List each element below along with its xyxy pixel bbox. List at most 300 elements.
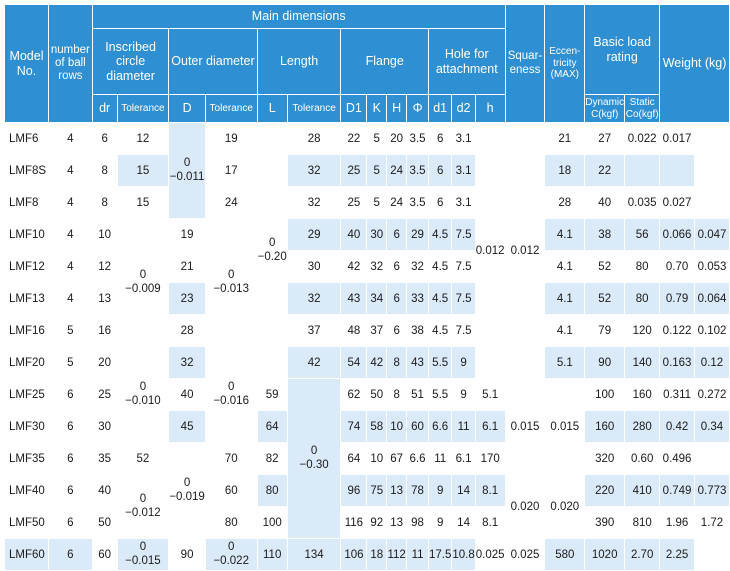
Co-cell: 410 bbox=[625, 475, 660, 507]
w2-cell: 0.102 bbox=[695, 315, 730, 347]
d2-cell: 7.5 bbox=[452, 251, 475, 283]
tolerance-upper: 0 bbox=[139, 492, 147, 505]
Co-cell: 27 bbox=[585, 123, 625, 155]
squareness-cell: 0.020 bbox=[505, 475, 545, 539]
table-row bbox=[5, 475, 730, 507]
w2-cell: 0.34 bbox=[695, 411, 730, 443]
L-cell: 29 bbox=[287, 219, 341, 251]
eccentricity-cell: 0.012 bbox=[505, 123, 545, 379]
w1-cell: 0.066 bbox=[660, 219, 695, 251]
d2-cell: 17.5 bbox=[428, 539, 451, 571]
D1-cell: 28 bbox=[287, 123, 341, 155]
D-tol-cell bbox=[169, 443, 206, 539]
C-cell: 90 bbox=[585, 347, 625, 379]
d2-cell: 6 bbox=[428, 155, 451, 187]
dr-cell: 35 bbox=[92, 443, 117, 475]
w2-cell: 1.72 bbox=[695, 507, 730, 539]
dr-cell: 25 bbox=[92, 379, 117, 411]
h-cell: 3.1 bbox=[452, 155, 475, 187]
rows-cell: 6 bbox=[48, 539, 92, 571]
phi-cell: 43 bbox=[407, 347, 429, 379]
table-row bbox=[5, 411, 730, 443]
w2-cell: 0.017 bbox=[660, 123, 695, 155]
d2-cell: 9 bbox=[452, 379, 475, 411]
K-cell: 64 bbox=[341, 443, 367, 475]
h-cell: 6.1 bbox=[452, 443, 475, 475]
rows-cell: 4 bbox=[48, 219, 92, 251]
table-row bbox=[5, 187, 730, 219]
main-dimensions-header: Main dimensions bbox=[92, 5, 505, 29]
D1-cell: 48 bbox=[341, 315, 367, 347]
D-tol-cell bbox=[205, 539, 257, 571]
eccentricity-header: Eccen-tricity (MAX) bbox=[545, 5, 585, 123]
Co-cell: 80 bbox=[625, 283, 660, 315]
K-cell: 25 bbox=[341, 155, 367, 187]
table-row bbox=[5, 123, 730, 155]
dynamic-header: Dynamic C(kgf) bbox=[585, 95, 625, 123]
D-cell: 28 bbox=[169, 315, 206, 347]
C-cell: 390 bbox=[585, 507, 625, 539]
d2-cell: 6 bbox=[428, 123, 451, 155]
rows-cell: 6 bbox=[48, 443, 92, 475]
w1-cell: 0.311 bbox=[660, 379, 695, 411]
L-tol-cell bbox=[287, 379, 341, 539]
w2-cell: 0.064 bbox=[695, 283, 730, 315]
tolerance-upper: 0 bbox=[139, 268, 147, 281]
w2-cell: 0.12 bbox=[695, 347, 730, 379]
w1-cell bbox=[625, 155, 660, 187]
h-cell: 5.1 bbox=[475, 379, 505, 411]
D-cell: 60 bbox=[205, 475, 257, 507]
dr-cell: 6 bbox=[92, 123, 117, 155]
C-cell: 220 bbox=[585, 475, 625, 507]
w1-cell: 0.60 bbox=[625, 443, 660, 475]
D-cell: 45 bbox=[169, 411, 206, 443]
table-row bbox=[5, 219, 730, 251]
D1-cell: 43 bbox=[341, 283, 367, 315]
phi-cell: 20 bbox=[387, 123, 407, 155]
tolerance-upper: 0 bbox=[228, 268, 235, 281]
tolerance-lower: −0.022 bbox=[213, 554, 249, 567]
h-cell: 5.1 bbox=[545, 347, 585, 379]
dr-cell: 20 bbox=[92, 347, 117, 379]
w2-cell: 0.027 bbox=[660, 187, 695, 219]
phi-cell: 32 bbox=[407, 251, 429, 283]
d2-cell: 11 bbox=[428, 443, 451, 475]
d1-cell: 6.6 bbox=[407, 443, 429, 475]
K-header: K bbox=[367, 95, 387, 123]
phi-cell: 38 bbox=[407, 315, 429, 347]
model-cell: LMF6 bbox=[5, 123, 49, 155]
d1-cell: 4.5 bbox=[428, 219, 451, 251]
w1-cell: 0.035 bbox=[625, 187, 660, 219]
phi-cell: 33 bbox=[407, 283, 429, 315]
d1-cell: 3.5 bbox=[407, 123, 429, 155]
rows-cell: 6 bbox=[48, 507, 92, 539]
L-header: L bbox=[257, 95, 287, 123]
d2-cell: 7.5 bbox=[452, 219, 475, 251]
L-cell: 37 bbox=[287, 315, 341, 347]
dr-tol-cell bbox=[117, 219, 169, 347]
C-cell: 79 bbox=[585, 315, 625, 347]
tolerance-upper: 0 bbox=[183, 156, 191, 169]
H-cell: 6 bbox=[387, 283, 407, 315]
C-cell: 170 bbox=[475, 443, 505, 475]
D1-cell: 32 bbox=[287, 155, 341, 187]
w1-cell: 0.79 bbox=[660, 283, 695, 315]
h-cell: 4.1 bbox=[545, 283, 585, 315]
dr-tol-cell bbox=[117, 347, 169, 443]
D1-cell: 32 bbox=[287, 187, 341, 219]
tolerance-lower: −0.015 bbox=[125, 554, 161, 567]
rows-cell: 5 bbox=[48, 347, 92, 379]
K-cell: 58 bbox=[367, 411, 387, 443]
D-cell: 19 bbox=[169, 219, 206, 251]
d2-cell: 11 bbox=[452, 411, 475, 443]
table-row bbox=[5, 507, 730, 539]
w1-cell: 1.96 bbox=[660, 507, 695, 539]
D1-cell: 96 bbox=[341, 475, 367, 507]
D-tol-cell bbox=[205, 219, 257, 347]
d1-cell: 5.5 bbox=[428, 379, 451, 411]
rows-cell: 5 bbox=[48, 315, 92, 347]
h-cell: 4.1 bbox=[545, 315, 585, 347]
model-cell: LMF8S bbox=[5, 155, 49, 187]
w2-cell: 0.496 bbox=[660, 443, 695, 475]
D1-cell: 116 bbox=[341, 507, 367, 539]
d1-cell: 9 bbox=[428, 475, 451, 507]
dr-cell: 12 bbox=[92, 251, 117, 283]
D-cell: 15 bbox=[117, 155, 169, 187]
H-cell: 5 bbox=[367, 155, 387, 187]
h-cell: 8.1 bbox=[475, 507, 505, 539]
squareness-cell: 0.012 bbox=[475, 123, 505, 379]
tolerance-lower: −0.012 bbox=[125, 506, 161, 519]
H-cell: 8 bbox=[387, 347, 407, 379]
C-cell: 18 bbox=[545, 155, 585, 187]
tolerance-upper: 0 bbox=[310, 444, 318, 457]
w2-cell: 0.773 bbox=[695, 475, 730, 507]
tolerance-lower: −0.009 bbox=[125, 282, 161, 295]
table-row bbox=[5, 315, 730, 347]
C-cell: 160 bbox=[585, 411, 625, 443]
phi-header: Φ bbox=[407, 95, 429, 123]
rows-cell: 6 bbox=[48, 411, 92, 443]
length-header: Length bbox=[257, 29, 341, 95]
phi-cell: 98 bbox=[407, 507, 429, 539]
K-cell: 106 bbox=[341, 539, 367, 571]
w2-cell: 2.25 bbox=[660, 539, 695, 571]
w2-cell: 0.053 bbox=[695, 251, 730, 283]
h-header: h bbox=[475, 95, 505, 123]
model-cell: LMF30 bbox=[5, 411, 49, 443]
d1-cell: 3.5 bbox=[407, 187, 429, 219]
dr-cell: 40 bbox=[92, 475, 117, 507]
table-row bbox=[5, 443, 730, 475]
L-tolerance-header: Tolerance bbox=[287, 95, 341, 123]
specification-table bbox=[4, 4, 730, 571]
d1-cell: 11 bbox=[407, 539, 429, 571]
phi-cell: 24 bbox=[387, 187, 407, 219]
model-cell: LMF50 bbox=[5, 507, 49, 539]
w1-cell: 0.749 bbox=[660, 475, 695, 507]
phi-cell: 51 bbox=[407, 379, 429, 411]
L-cell: 80 bbox=[257, 475, 287, 507]
dr-tolerance-header: Tolerance bbox=[117, 95, 169, 123]
d1-cell: 9 bbox=[428, 507, 451, 539]
D1-header: D1 bbox=[341, 95, 367, 123]
L-cell: 110 bbox=[257, 539, 287, 571]
squareness-header: Squar-eness bbox=[505, 5, 545, 123]
H-cell: 13 bbox=[387, 507, 407, 539]
H-cell: 5 bbox=[367, 123, 387, 155]
D-tol-cell bbox=[205, 347, 257, 443]
d1-cell: 4.5 bbox=[428, 283, 451, 315]
C-cell: 38 bbox=[585, 219, 625, 251]
table-row bbox=[5, 251, 730, 283]
model-cell: LMF10 bbox=[5, 219, 49, 251]
model-header: Model No. bbox=[5, 5, 49, 123]
K-cell: 50 bbox=[367, 379, 387, 411]
eccentricity-cell: 0.025 bbox=[505, 539, 545, 571]
L-cell: 19 bbox=[205, 123, 257, 155]
H-cell: 8 bbox=[387, 379, 407, 411]
phi-cell: 112 bbox=[387, 539, 407, 571]
L-cell: 42 bbox=[287, 347, 341, 379]
model-cell: LMF13 bbox=[5, 283, 49, 315]
H-cell: 18 bbox=[367, 539, 387, 571]
tolerance-lower: −0.30 bbox=[299, 458, 329, 471]
D-cell: 23 bbox=[169, 283, 206, 315]
C-cell: 28 bbox=[545, 187, 585, 219]
eccentricity-cell: 0.020 bbox=[545, 475, 585, 539]
dr-tol-cell bbox=[117, 475, 169, 539]
h-cell: 4.1 bbox=[545, 251, 585, 283]
dr-cell: 8 bbox=[92, 187, 117, 219]
tolerance-lower: −0.013 bbox=[213, 282, 249, 295]
D1-cell: 74 bbox=[341, 411, 367, 443]
d1-cell: 6.6 bbox=[428, 411, 451, 443]
w2-cell: 0.047 bbox=[695, 219, 730, 251]
Co-cell: 40 bbox=[585, 187, 625, 219]
model-cell: LMF35 bbox=[5, 443, 49, 475]
d2-cell: 7.5 bbox=[452, 315, 475, 347]
K-cell: 92 bbox=[367, 507, 387, 539]
phi-cell: 67 bbox=[387, 443, 407, 475]
tolerance-upper: 0 bbox=[268, 236, 276, 249]
table-row bbox=[5, 155, 730, 187]
Co-cell: 810 bbox=[625, 507, 660, 539]
phi-cell: 78 bbox=[407, 475, 429, 507]
L-cell: 17 bbox=[205, 155, 257, 187]
rows-cell: 4 bbox=[48, 251, 92, 283]
D-cell: 52 bbox=[117, 443, 169, 475]
D1-cell: 82 bbox=[257, 443, 287, 475]
tolerance-upper: 0 bbox=[183, 476, 191, 489]
d1-header: d1 bbox=[428, 95, 451, 123]
tolerance-lower: −0.011 bbox=[169, 170, 205, 183]
w2-cell: 0.272 bbox=[695, 379, 730, 411]
d2-cell: 6 bbox=[428, 187, 451, 219]
L-tol-cell bbox=[257, 123, 287, 379]
D1-cell: 40 bbox=[341, 219, 367, 251]
rows-cell: 4 bbox=[48, 283, 92, 315]
table-row bbox=[5, 347, 730, 379]
dr-cell: 50 bbox=[92, 507, 117, 539]
table-row bbox=[5, 379, 730, 411]
w1-cell: 0.42 bbox=[660, 411, 695, 443]
model-cell: LMF40 bbox=[5, 475, 49, 507]
D-header: D bbox=[169, 95, 206, 123]
d1-cell: 4.5 bbox=[428, 251, 451, 283]
D-cell: 12 bbox=[117, 123, 169, 155]
Co-cell: 160 bbox=[625, 379, 660, 411]
H-header: H bbox=[387, 95, 407, 123]
L-cell: 64 bbox=[257, 411, 287, 443]
d2-cell: 9 bbox=[452, 347, 475, 379]
d2-cell: 7.5 bbox=[452, 283, 475, 315]
phi-cell: 60 bbox=[407, 411, 429, 443]
w1-cell: 2.70 bbox=[625, 539, 660, 571]
H-cell: 13 bbox=[387, 475, 407, 507]
w2-cell bbox=[660, 155, 695, 187]
H-cell: 10 bbox=[367, 443, 387, 475]
Co-cell: 80 bbox=[625, 251, 660, 283]
h-cell: 6.1 bbox=[475, 411, 505, 443]
D-cell: 80 bbox=[205, 507, 257, 539]
d2-cell: 14 bbox=[452, 507, 475, 539]
C-cell: 100 bbox=[585, 379, 625, 411]
D1-cell: 54 bbox=[341, 347, 367, 379]
h-cell: 4.1 bbox=[545, 219, 585, 251]
Co-cell: 1020 bbox=[585, 539, 625, 571]
L-cell: 32 bbox=[287, 283, 341, 315]
w1-cell: 0.022 bbox=[625, 123, 660, 155]
tolerance-lower: −0.019 bbox=[169, 490, 205, 503]
K-cell: 30 bbox=[367, 219, 387, 251]
model-cell: LMF8 bbox=[5, 187, 49, 219]
rows-cell: 6 bbox=[48, 475, 92, 507]
h-cell: 8.1 bbox=[475, 475, 505, 507]
C-cell: 52 bbox=[585, 251, 625, 283]
dr-cell: 8 bbox=[92, 155, 117, 187]
tolerance-upper: 0 bbox=[139, 380, 147, 393]
dr-cell: 13 bbox=[92, 283, 117, 315]
w1-cell: 0.163 bbox=[660, 347, 695, 379]
K-cell: 75 bbox=[367, 475, 387, 507]
d1-cell: 5.5 bbox=[428, 347, 451, 379]
K-cell: 32 bbox=[367, 251, 387, 283]
tolerance-upper: 0 bbox=[139, 540, 147, 553]
D1-cell: 134 bbox=[287, 539, 341, 571]
C-cell: 580 bbox=[545, 539, 585, 571]
Co-cell: 22 bbox=[585, 155, 625, 187]
Co-cell: 120 bbox=[625, 315, 660, 347]
rows-cell: 4 bbox=[48, 187, 92, 219]
w1-cell: 0.122 bbox=[660, 315, 695, 347]
inscribed-header: Inscribed circle diameter bbox=[92, 29, 169, 95]
D-cell: 32 bbox=[169, 347, 206, 379]
L-cell: 100 bbox=[257, 507, 287, 539]
dr-cell: 60 bbox=[92, 539, 117, 571]
K-cell: 42 bbox=[367, 347, 387, 379]
Co-cell: 56 bbox=[625, 219, 660, 251]
h-cell: 3.1 bbox=[452, 123, 475, 155]
d2-cell: 14 bbox=[452, 475, 475, 507]
H-cell: 5 bbox=[367, 187, 387, 219]
tolerance-upper: 0 bbox=[228, 540, 235, 553]
dr-header: dr bbox=[92, 95, 117, 123]
D1-cell: 42 bbox=[341, 251, 367, 283]
tolerance-lower: −0.20 bbox=[257, 250, 287, 263]
outer-header: Outer diameter bbox=[169, 29, 257, 95]
d1-cell: 4.5 bbox=[428, 315, 451, 347]
D-cell: 15 bbox=[117, 187, 169, 219]
dr-cell: 16 bbox=[92, 315, 117, 347]
model-cell: LMF60 bbox=[5, 539, 49, 571]
D-tolerance-header: Tolerance bbox=[205, 95, 257, 123]
hole-header: Hole for attachment bbox=[428, 29, 505, 95]
static-header: Static Co(kgf) bbox=[625, 95, 660, 123]
d1-cell: 3.5 bbox=[407, 155, 429, 187]
K-cell: 37 bbox=[367, 315, 387, 347]
phi-cell: 24 bbox=[387, 155, 407, 187]
dr-cell: 10 bbox=[92, 219, 117, 251]
squareness-cell: 0.025 bbox=[475, 539, 505, 571]
rows-cell: 6 bbox=[48, 379, 92, 411]
w1-cell: 0.70 bbox=[660, 251, 695, 283]
eccentricity-cell: 0.015 bbox=[545, 379, 585, 475]
h-cell: 10.8 bbox=[452, 539, 475, 571]
H-cell: 6 bbox=[387, 315, 407, 347]
rows-cell: 4 bbox=[48, 155, 92, 187]
L-cell: 59 bbox=[257, 379, 287, 411]
Co-cell: 140 bbox=[625, 347, 660, 379]
L-cell: 24 bbox=[205, 187, 257, 219]
dr-cell: 30 bbox=[92, 411, 117, 443]
model-cell: LMF12 bbox=[5, 251, 49, 283]
K-cell: 22 bbox=[341, 123, 367, 155]
Co-cell: 320 bbox=[585, 443, 625, 475]
D-cell: 21 bbox=[169, 251, 206, 283]
tolerance-lower: −0.016 bbox=[213, 394, 249, 407]
ball-rows-header: number of ball rows bbox=[48, 5, 92, 123]
rows-cell: 4 bbox=[48, 123, 92, 155]
H-cell: 6 bbox=[387, 219, 407, 251]
model-cell: LMF25 bbox=[5, 379, 49, 411]
C-cell: 21 bbox=[545, 123, 585, 155]
table-row bbox=[5, 539, 730, 571]
K-cell: 25 bbox=[341, 187, 367, 219]
squareness-cell: 0.015 bbox=[505, 379, 545, 475]
D1-cell: 62 bbox=[341, 379, 367, 411]
D-tol-cell bbox=[169, 123, 206, 219]
table-row bbox=[5, 283, 730, 315]
H-cell: 6 bbox=[387, 251, 407, 283]
C-cell: 52 bbox=[585, 283, 625, 315]
d2-header: d2 bbox=[452, 95, 475, 123]
dr-tol-cell bbox=[117, 539, 169, 571]
tolerance-lower: −0.010 bbox=[125, 394, 161, 407]
basic-load-header: Basic load rating bbox=[585, 5, 660, 95]
tolerance-upper: 0 bbox=[228, 380, 235, 393]
L-cell: 70 bbox=[205, 443, 257, 475]
H-cell: 10 bbox=[387, 411, 407, 443]
model-cell: LMF16 bbox=[5, 315, 49, 347]
phi-cell: 29 bbox=[407, 219, 429, 251]
Co-cell: 280 bbox=[625, 411, 660, 443]
K-cell: 34 bbox=[367, 283, 387, 315]
